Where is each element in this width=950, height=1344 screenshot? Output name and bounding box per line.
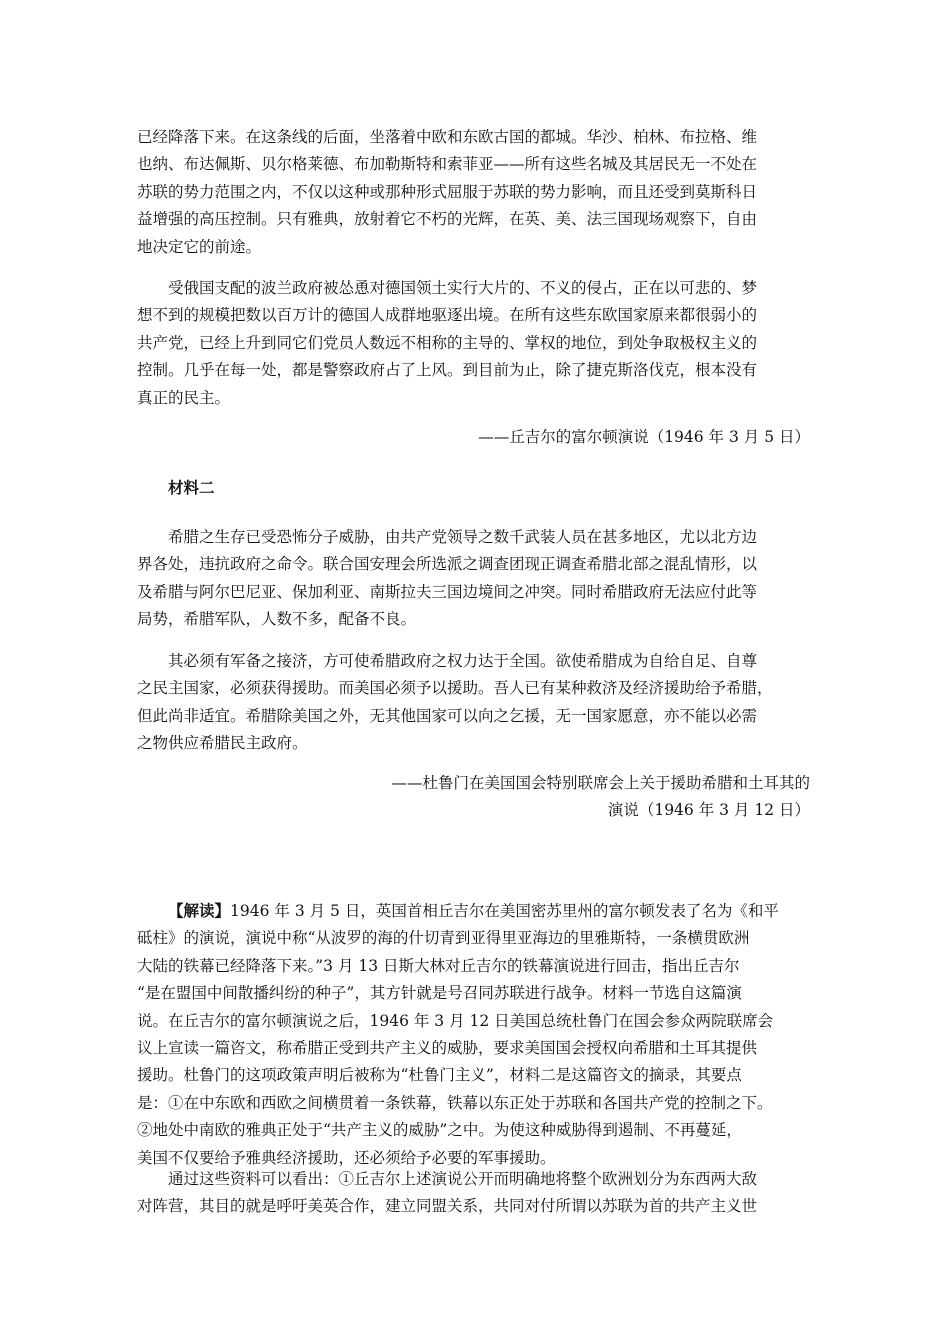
text-line: 美国不仅要给予雅典经济援助，还必须给予必要的军事援助。 [137, 1148, 556, 1167]
interpretation-first-line: 1946 年 3 月 5 日，英国首相丘吉尔在美国密苏里州的富尔顿发表了名为《和平 [230, 902, 779, 920]
text-line: 也纳、布达佩斯、贝尔格莱德、布加勒斯特和索菲亚——所有这些名城及其居民无一不处在 [137, 155, 758, 174]
attribution-churchill [478, 424, 810, 451]
text-line: ②地处中南欧的雅典正处于“共产主义的威胁”之中。为使这种威胁得到遏制、不再蔓延， [137, 1121, 742, 1140]
text-line: 界各处，违抗政府之命令。联合国安理会所选派之调查团现正调查希腊北部之混乱情形，以 [137, 555, 758, 574]
text-line: 是：①在中东欧和西欧之间横贯着一条铁幕，铁幕以东正处于苏联和各国共产党的控制之下。 [137, 1093, 773, 1112]
text-line: 局势，希腊军队，人数不多，配备不良。 [137, 610, 417, 629]
attribution-line: ——杜鲁门在美国国会特别联席会上关于援助希腊和土耳其的 [391, 774, 810, 792]
paragraph-2 [137, 275, 817, 412]
paragraph-1 [137, 124, 817, 261]
text-line: 及希腊与阿尔巴尼亚、保加利亚、南斯拉夫三国边境间之冲突。同时希腊政府无法应付此等 [137, 582, 758, 601]
text-line: 希腊之生存已受恐怖分子威胁，由共产党领导之数千武装人员在甚多地区，尤以北方边 [168, 528, 758, 546]
paragraph-3 [137, 524, 817, 634]
text-line: 大陆的铁幕已经降落下来。”3 月 13 日斯大林对丘吉尔的铁幕演说进行回击，指出丘吉尔 [137, 956, 740, 975]
attribution-truman [391, 770, 810, 825]
text-line: 但此尚非适宜。希腊除美国之外，无其他国家可以向之乞援，无一国家愿意，亦不能以必需 [137, 706, 758, 725]
text-line: 已经降落下来。在这条线的后面，坐落着中欧和东欧古国的都城。华沙、柏林、布拉格、维 [137, 128, 758, 146]
text-line: 受俄国支配的波兰政府被怂恿对德国领土实行大片的、不义的侵占，正在以可悲的、梦 [168, 279, 758, 297]
text-line: 苏联的势力范围之内，不仅以这种或那种形式屈服于苏联的势力影响，而且还受到莫斯科日 [137, 182, 758, 201]
section-heading: 材料二 [168, 478, 215, 497]
attribution-line: 演说（1946 年 3 月 12 日） [607, 801, 810, 820]
text-line: 控制。几乎在每一处，都是警察政府占了上风。到目前为止，除了捷克斯洛伐克，根本没有 [137, 361, 758, 380]
text-line: 之民主国家，必须获得援助。而美国必须予以援助。吾人已有某种救济及经济援助给予希腊， [137, 679, 773, 698]
text-line: 砥柱》的演说，演说中称“从波罗的海的什切青到亚得里亚海边的里雅斯特，一条横贯欧洲 [137, 929, 750, 948]
text-line: “是在盟国中间散播纠纷的种子”，其方针就是号召同苏联进行战争。材料一节选自这篇演 [137, 984, 742, 1003]
text-line: 说。在丘吉尔的富尔顿演说之后，1946 年 3 月 12 日美国总统杜鲁门在国会参众两院联席会 [137, 1011, 774, 1030]
text-line: 共产党，已经上升到同它们党员人数远不相称的主导的、掌权的地位，到处争取极权主义的 [137, 333, 758, 352]
text-line: 其必须有军备之接济，方可使希腊政府之权力达于全国。欲使希腊成为自给自足、自尊 [168, 652, 758, 670]
paragraph-conclusion [137, 1166, 817, 1221]
text-line: 益增强的高压控制。只有雅典，放射着它不朽的光辉，在英、美、法三国现场观察下，自由 [137, 210, 758, 229]
interpretation-label: 【解读】 [168, 901, 231, 920]
text-line: 援助。杜鲁门的这项政策声明后被称为“杜鲁门主义”，材料二是这篇咨文的摘录，其要点 [137, 1066, 742, 1085]
text-line: 议上宣读一篇咨文，称希腊正受到共产主义的威胁，要求美国国会授权向希腊和土耳其提供 [137, 1039, 758, 1058]
text-line: 对阵营，其目的就是呼吁美英合作，建立同盟关系，共同对付所谓以苏联为首的共产主义世 [137, 1197, 758, 1216]
text-line: 想不到的规模把数以百万计的德国人成群地驱逐出境。在所有这些东欧国家原来都很弱小的 [137, 306, 758, 325]
paragraph-4 [137, 648, 817, 758]
text-line: 通过这些资料可以看出：①丘吉尔上述演说公开而明确地将整个欧洲划分为东西两大敌 [168, 1170, 758, 1188]
text-line: 地决定它的前途。 [137, 237, 262, 256]
attribution-line: ——丘吉尔的富尔顿演说（1946 年 3 月 5 日） [478, 428, 810, 446]
text-line: 真正的民主。 [137, 388, 231, 407]
text-line: 之物供应希腊民主政府。 [137, 734, 308, 753]
text-line [137, 897, 817, 925]
paragraph-interpretation [137, 897, 817, 1172]
